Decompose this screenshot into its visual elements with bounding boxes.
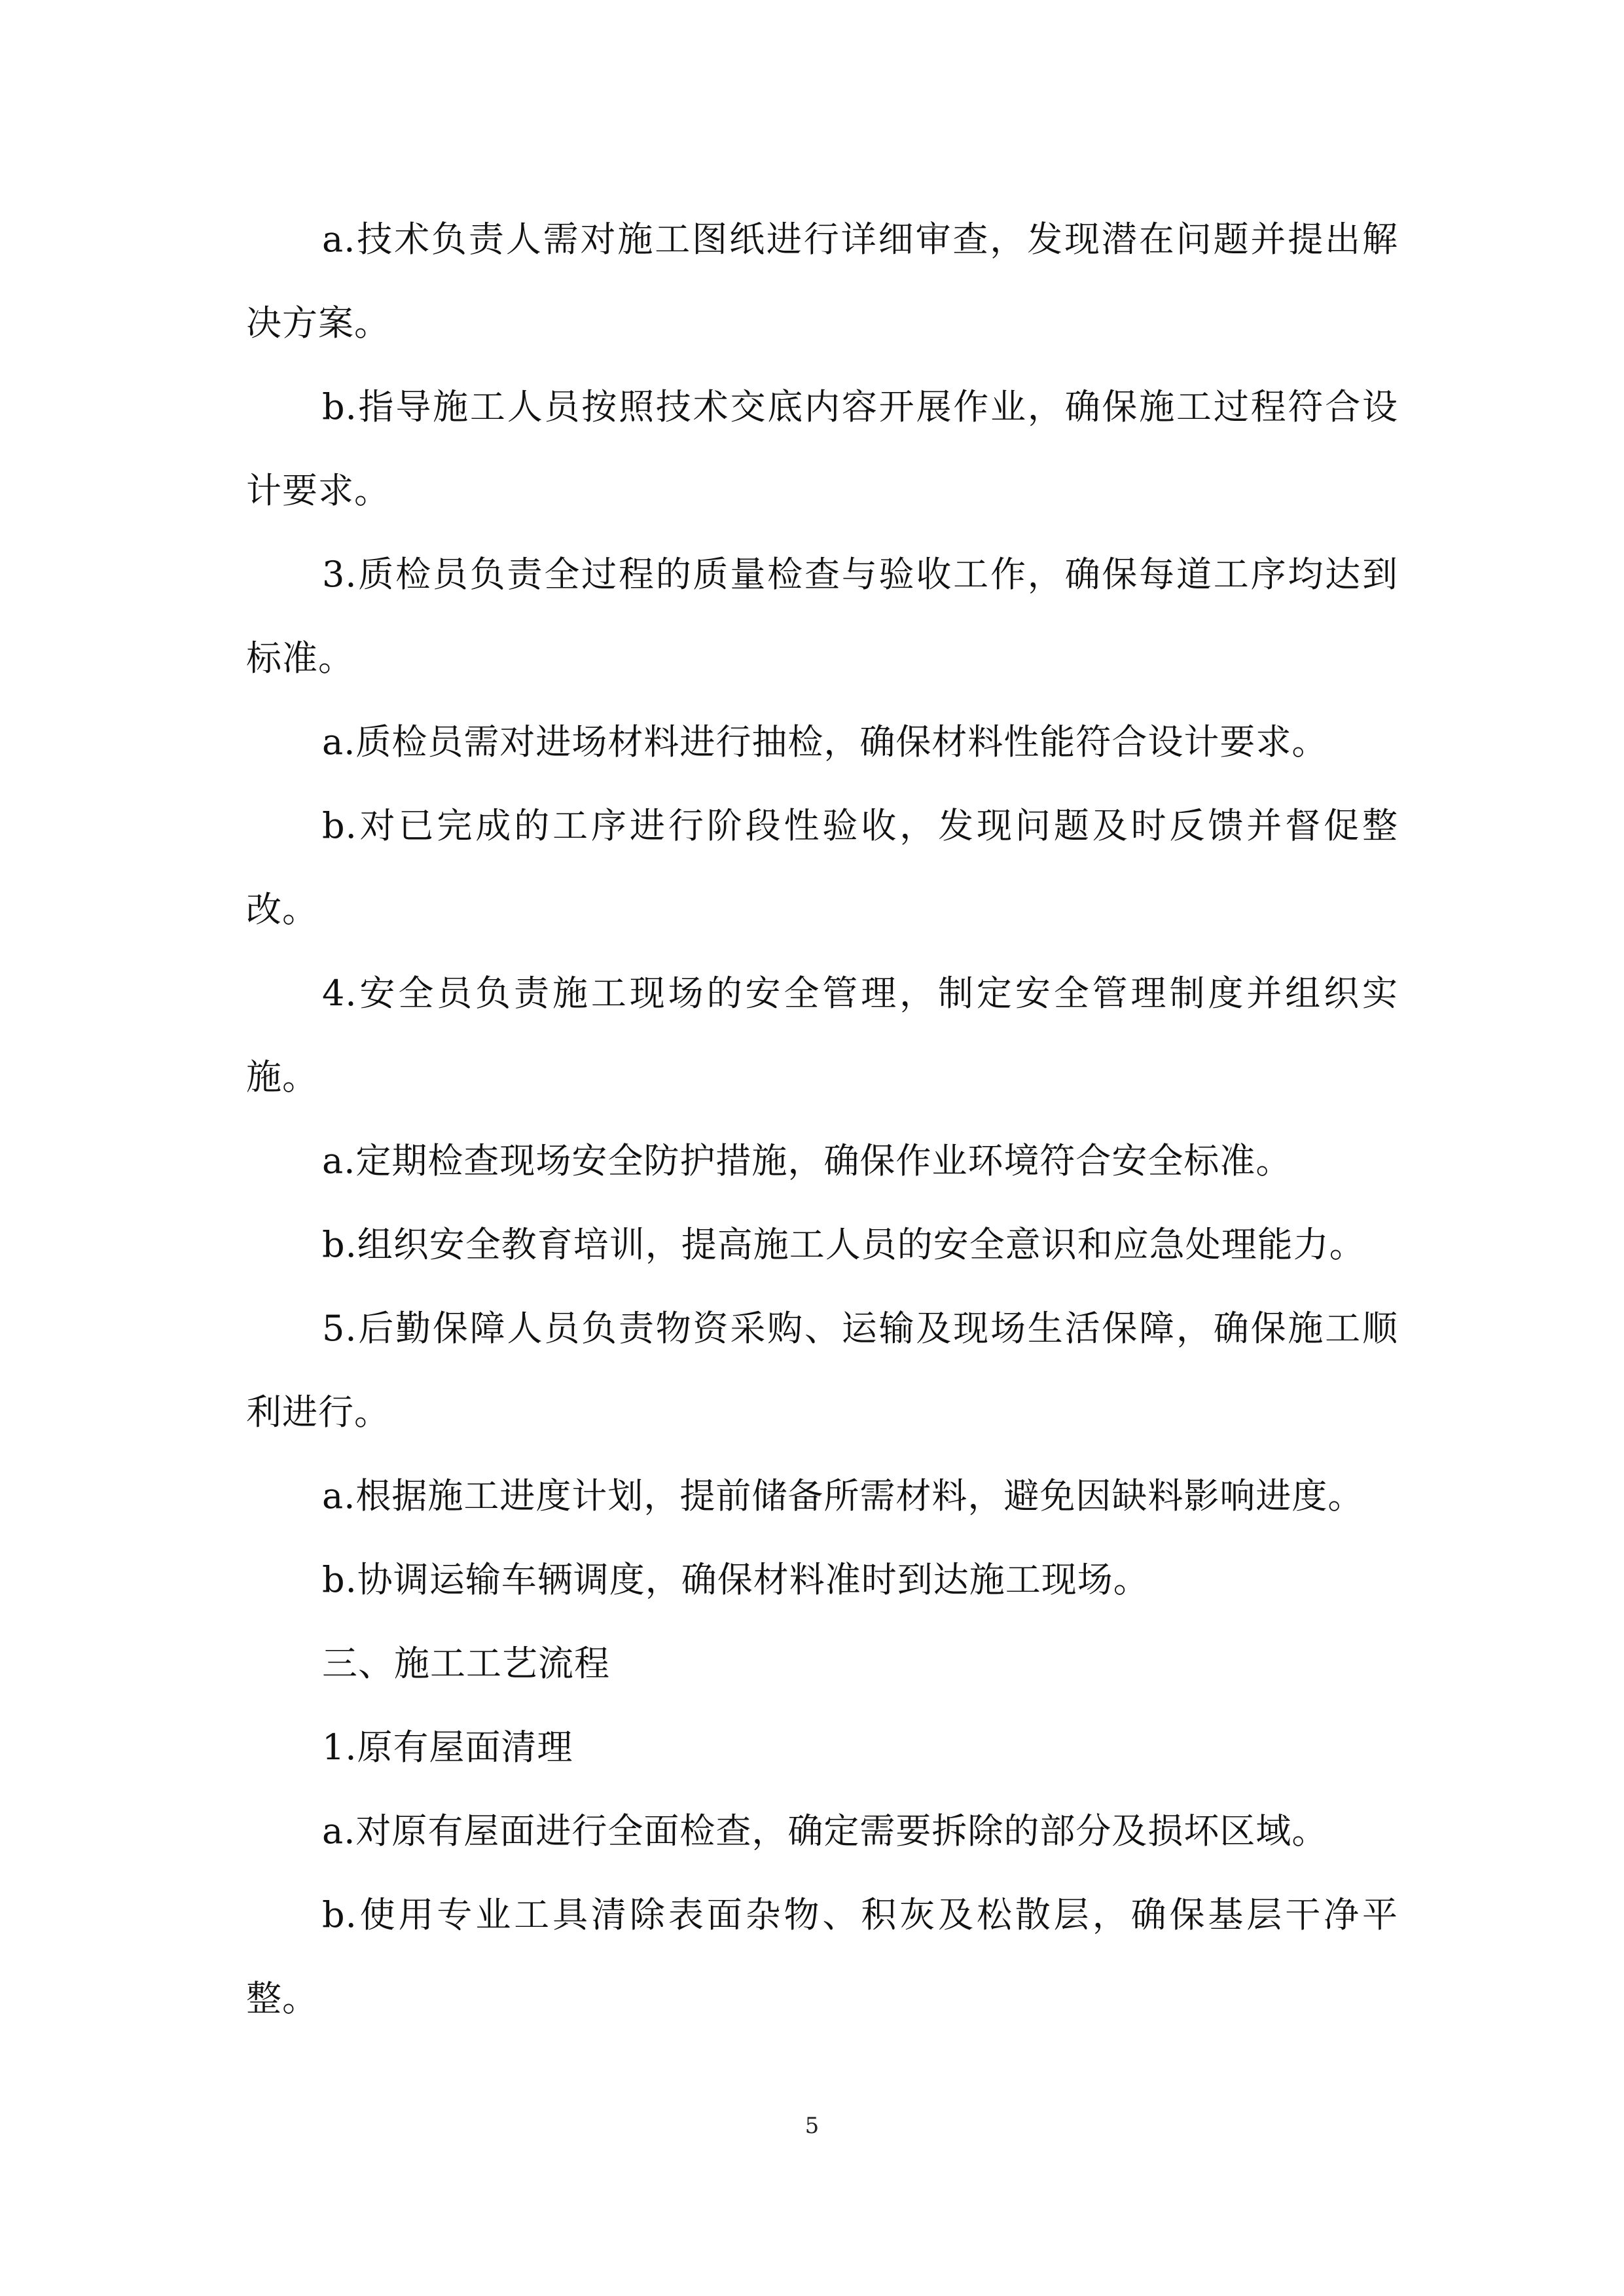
paragraph-safety-training: b.组织安全教育培训，提高施工人员的安全意识和应急处理能力。 [322, 1224, 1365, 1265]
paragraph-surface-cleaning: b.使用专业工具清除表面杂物、积灰及松散层，确保基层干净平整。 [246, 1894, 1398, 2019]
paragraph-material-reserve: a.根据施工进度计划，提前储备所需材料，避免因缺料影响进度。 [322, 1475, 1364, 1516]
paragraph-transport-dispatch: b.协调运输车辆调度，确保材料准时到达施工现场。 [322, 1559, 1149, 1600]
page-number: 5 [804, 2113, 820, 2139]
paragraph-material-sampling: a.质检员需对进场材料进行抽检，确保材料性能符合设计要求。 [322, 721, 1328, 762]
paragraph-tech-review: a.技术负责人需对施工图纸进行详细审查，发现潜在问题并提出解决方案。 [246, 219, 1398, 344]
paragraph-safety-officer: 4.安全员负责施工现场的安全管理，制定安全管理制度并组织实施。 [246, 973, 1398, 1098]
subheading-roof-cleaning: 1.原有屋面清理 [322, 1727, 573, 1768]
paragraph-quality-inspector: 3.质检员负责全过程的质量检查与验收工作，确保每道工序均达到标准。 [246, 554, 1398, 679]
paragraph-roof-inspection: a.对原有屋面进行全面检查，确定需要拆除的部分及损坏区域。 [322, 1810, 1328, 1852]
body-text [246, 198, 1398, 2041]
paragraph-guide-workers: b.指导施工人员按照技术交底内容开展作业，确保施工过程符合设计要求。 [246, 386, 1398, 511]
paragraph-logistics: 5.后勤保障人员负责物资采购、运输及现场生活保障，确保施工顺利进行。 [246, 1308, 1398, 1433]
section-heading-process-flow: 三、施工工艺流程 [322, 1643, 610, 1684]
paragraph-safety-inspection: a.定期检查现场安全防护措施，确保作业环境符合安全标准。 [322, 1140, 1292, 1181]
paragraph-stage-acceptance: b.对已完成的工序进行阶段性验收，发现问题及时反馈并督促整改。 [246, 805, 1398, 930]
